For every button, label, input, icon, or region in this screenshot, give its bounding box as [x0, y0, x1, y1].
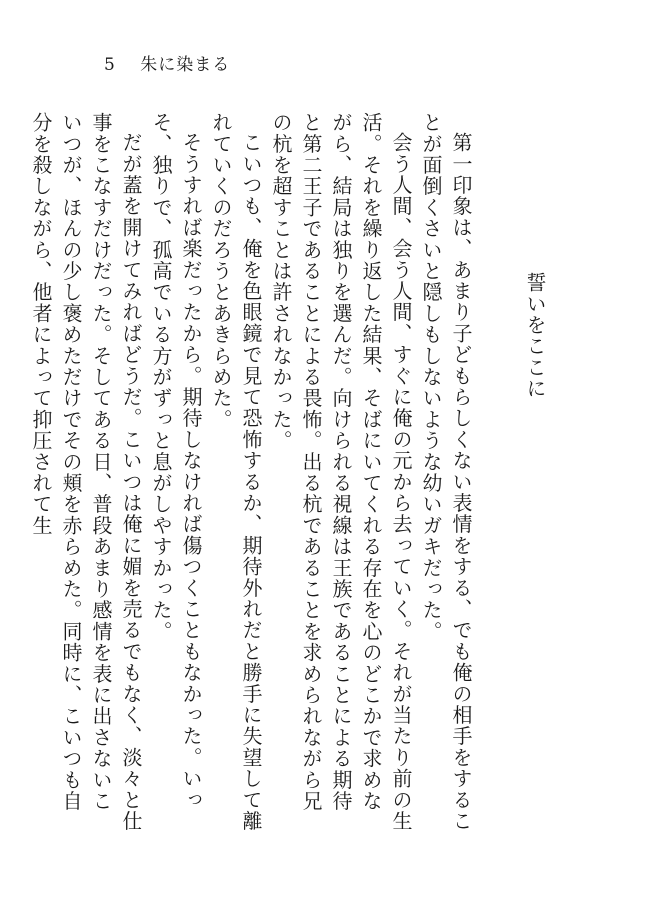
paragraph-3: こいつも、俺を色眼鏡で見て恐怖するか、期待外れだと勝手に失望して離れていくのだろうとあきらめた。 — [209, 112, 263, 832]
paragraph-1: 第一印象は、あまり子どもらしくない表情をする、でも俺の相手をすることが面倒くさいと隠しもしないような幼いガキだった。 — [419, 112, 473, 832]
chapter-title: 誓いをここに — [523, 272, 547, 400]
running-head — [104, 50, 230, 75]
page-number: 5 — [104, 55, 116, 75]
section-title: 朱に染まる — [140, 55, 231, 75]
paragraph-4: そうすれば楽だったから。期待しなければ傷つくこともなかった。いっそ、独りで、孤高でいる方がずっと息がしやすかった。 — [149, 112, 203, 811]
paragraph-2: 会う人間、会う人間、すぐに俺の元から去っていく。それが当たり前の生活。それを繰り返した結果、そばにいてくれる存在を心のどこかで求めながら、結局は独りを選んだ。向けられる視線は王族であることによる期待と第二王子であることによる畏怖。出る杭であることを求められながら兄の杭を超すことは許されなかった。 — [269, 112, 413, 832]
paragraph-5: だが蓋を開けてみればどうだ。こいつは俺に媚を売るでもなく、淡々と仕事をこなすだけだった。そしてある日、普段あまり感情を表に出さないこいつが、ほんの少し褒めただけでその頬を赤らめた。同時に、こいつも自分を殺しながら、他者によって抑圧されて生 — [29, 112, 143, 832]
vertical-text-block — [29, 112, 550, 832]
